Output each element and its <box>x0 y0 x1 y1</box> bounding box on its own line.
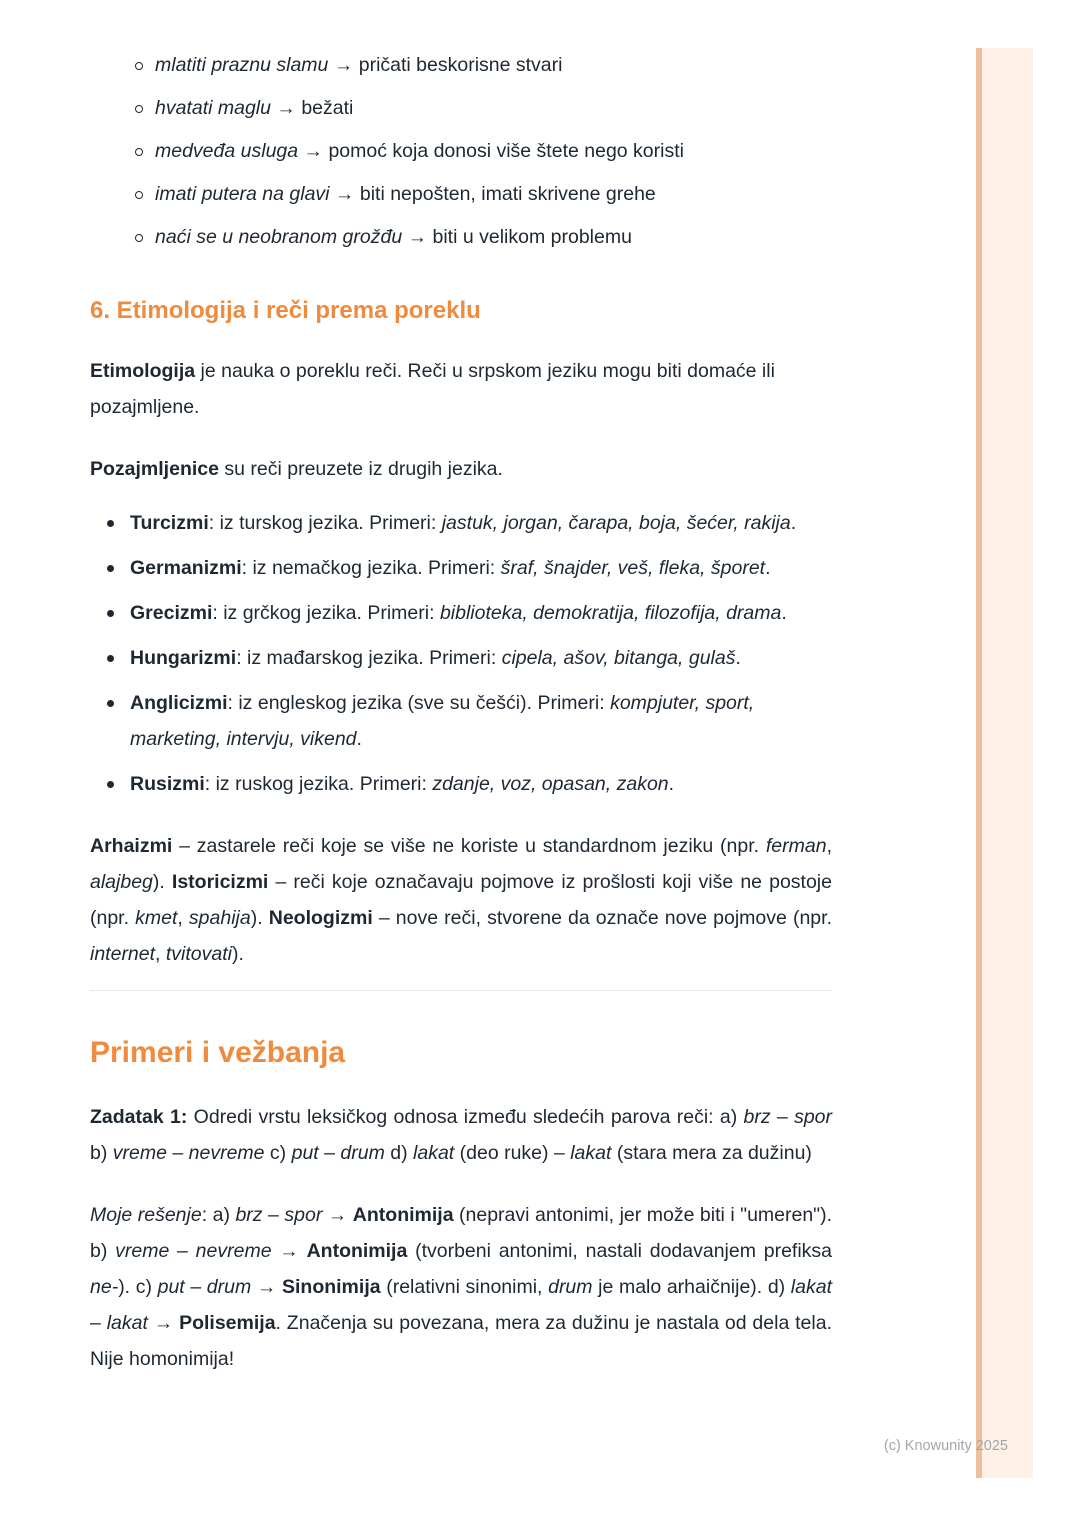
list-item <box>90 550 832 586</box>
loanword-text: Grecizmi: iz grčkog jezika. Primeri: biblioteka, demokratija, filozofija, drama. <box>130 602 787 624</box>
bullet-icon <box>107 610 114 617</box>
document-content <box>90 44 832 1377</box>
loanword-text: Anglicizmi: iz engleskog jezika (sve su češći). Primeri: kompjuter, sport, marketing, intervju, vikend. <box>130 692 755 750</box>
page-edge-accent <box>976 48 1033 1478</box>
exercises-heading: Primeri i vežbanja <box>90 1036 346 1069</box>
circle-bullet-icon <box>135 62 143 70</box>
idiom-text: hvatati maglu → bežati <box>155 97 354 119</box>
list-item <box>90 685 832 757</box>
paragraph-archaisms: Arhaizmi – zastarele reči koje se više ne koriste u standardnom jeziku (npr. ferman, alajbeg). Istoricizmi – reči koje označavaju pojmove iz prošlosti koji više ne postoje (npr. kmet, spahija). Neologizmi – nove reči, stvorene da označe nove pojmove (npr. internet, tvitovati). <box>90 835 832 965</box>
circle-bullet-icon <box>135 191 143 199</box>
list-item <box>90 44 832 87</box>
circle-bullet-icon <box>135 234 143 242</box>
list-item <box>90 505 832 541</box>
section-divider <box>90 990 832 991</box>
paragraph-task1: Zadatak 1: Odredi vrstu leksičkog odnosa između sledećih parova reči: a) brz – spor b) vreme – nevreme c) put – drum d) lakat (deo ruke) – lakat (stara mera za dužinu) <box>90 1106 833 1164</box>
idiom-text: imati putera na glavi → biti nepošten, imati skrivene grehe <box>155 183 656 205</box>
bullet-icon <box>107 520 114 527</box>
idiom-text: medveđa usluga → pomoć koja donosi više štete nego koristi <box>155 140 684 162</box>
list-item <box>90 130 832 173</box>
bullet-icon <box>107 565 114 572</box>
paragraph-loanwords-intro: Pozajmljenice su reči preuzete iz drugih jezika. <box>90 458 503 480</box>
paragraph-solution1: Moje rešenje: a) brz – spor → Antonimija (nepravi antonimi, jer može biti i "umeren"). b) vreme – nevreme → Antonimija (tvorbeni antonimi, nastali dodavanjem prefiksa ne-). c) put – drum → Sinonimija (relativni sinonimi, drum je malo arhaičnije). d) lakat – lakat → Polisemija. Značenja su povezana, mera za dužinu je nastala od dela tela. Nije homonimija! <box>90 1204 833 1370</box>
paragraph-etymology-intro: Etimologija je nauka o poreklu reči. Reči u srpskom jeziku mogu biti domaće ili pozajmljene. <box>90 360 775 418</box>
loanword-text: Turcizmi: iz turskog jezika. Primeri: jastuk, jorgan, čarapa, boja, šećer, rakija. <box>130 512 797 534</box>
list-item <box>90 640 832 676</box>
copyright-note: (c) Knowunity 2025 <box>883 1438 1008 1454</box>
list-item <box>90 87 832 130</box>
bullet-icon <box>107 781 114 788</box>
list-item <box>90 216 832 259</box>
loanwords-list <box>90 505 832 802</box>
circle-bullet-icon <box>135 148 143 156</box>
loanword-text: Rusizmi: iz ruskog jezika. Primeri: zdanje, voz, opasan, zakon. <box>130 773 675 795</box>
idiom-text: mlatiti praznu slamu → pričati beskorisne stvari <box>155 54 563 76</box>
bullet-icon <box>107 655 114 662</box>
loanword-text: Germanizmi: iz nemačkog jezika. Primeri: šraf, šnajder, veš, fleka, šporet. <box>130 557 771 579</box>
list-item <box>90 173 832 216</box>
circle-bullet-icon <box>135 105 143 113</box>
loanword-text: Hungarizmi: iz mađarskog jezika. Primeri: cipela, ašov, bitanga, gulaš. <box>130 647 741 669</box>
edge-accent-fill <box>982 48 1033 1478</box>
idioms-list <box>90 44 832 259</box>
section-heading-etymology: 6. Etimologija i reči prema poreklu <box>90 297 481 324</box>
list-item <box>90 766 832 802</box>
list-item <box>90 595 832 631</box>
bullet-icon <box>107 700 114 707</box>
idiom-text: naći se u neobranom grožđu → biti u velikom problemu <box>155 226 632 248</box>
